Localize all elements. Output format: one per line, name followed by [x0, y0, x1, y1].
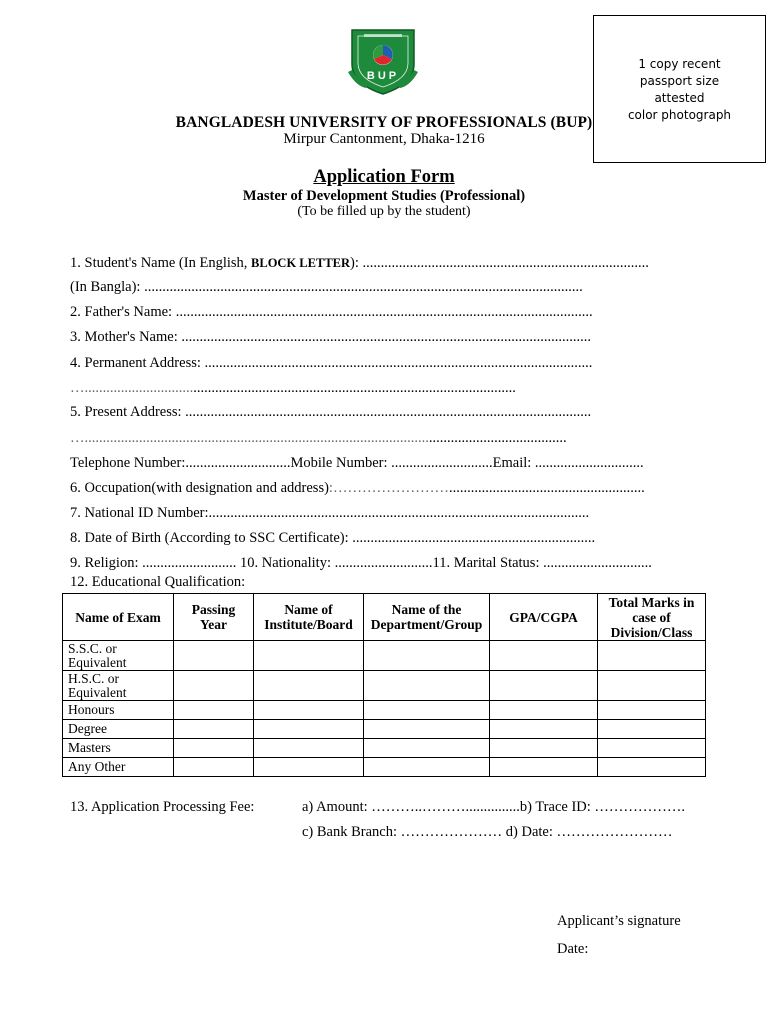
table-cell[interactable] [174, 701, 254, 720]
field-fee-amount-trace[interactable]: a) Amount: ………..………...............b) Trace ID: ………………. [302, 799, 686, 815]
field-dots-light: …............................................................................................... [70, 430, 429, 446]
table-cell[interactable] [254, 720, 364, 739]
table-cell[interactable] [598, 671, 706, 701]
table-row [63, 701, 706, 720]
educational-qualification-label: 12. Educational Qualification: [70, 574, 246, 590]
photo-note-line-3: attested [654, 91, 705, 105]
table-cell[interactable] [364, 671, 490, 701]
fee-label: 13. Application Processing Fee: [70, 799, 255, 815]
table-row [63, 671, 706, 701]
field-occupation[interactable] [70, 480, 645, 497]
field-religion-nationality-marital[interactable]: 9. Religion: .......................... 10. Nationality: ...........................11. Marital Status: .............................. [70, 555, 652, 571]
fill-note: (To be filled up by the student) [297, 204, 471, 219]
block-letter-label: BLOCK LETTER [251, 256, 351, 270]
field-dots: ): ............................................................................... [350, 255, 649, 271]
signature-date-label: Date: [557, 941, 589, 957]
field-student-name-english[interactable] [70, 255, 649, 272]
table-row [63, 720, 706, 739]
column-header: GPA/CGPA [490, 594, 598, 641]
university-address: Mirpur Cantonment, Dhaka-1216 [283, 131, 485, 147]
column-header: Passing Year [174, 594, 254, 641]
field-dots-light: ….............................. [70, 380, 194, 396]
exam-name-cell: Masters [63, 739, 174, 758]
table-cell[interactable] [174, 641, 254, 671]
table-cell[interactable] [490, 701, 598, 720]
photo-note-line-4: color photograph [627, 108, 732, 122]
table-cell[interactable] [254, 641, 364, 671]
field-dots-light: :…………………… [328, 480, 449, 496]
table-cell[interactable] [364, 739, 490, 758]
field-permanent-address-cont[interactable] [70, 380, 516, 397]
field-dots: ...................................... [428, 430, 567, 446]
applicant-signature-label: Applicant’s signature [557, 913, 681, 929]
field-student-name-bangla[interactable]: (In Bangla): ......................................................................................................................... [70, 279, 583, 295]
field-label-occupation: 6. Occupation(with designation and address) [70, 480, 329, 496]
table-row [63, 758, 706, 777]
table-cell[interactable] [174, 739, 254, 758]
table-cell[interactable] [598, 641, 706, 671]
field-dots: ......................................................................................... [193, 380, 516, 396]
exam-name-cell: Any Other [63, 758, 174, 777]
field-mother-name[interactable]: 3. Mother's Name: ................................................................................................................. [70, 329, 591, 345]
table-cell[interactable] [598, 758, 706, 777]
column-header: Name of Exam [63, 594, 174, 641]
column-header: Name of Institute/Board [254, 594, 364, 641]
column-header: Total Marks in case of Division/Class [598, 594, 706, 641]
table-cell[interactable] [364, 720, 490, 739]
form-title: Application Form [313, 167, 455, 187]
field-dots: ...................................................... [448, 480, 645, 496]
field-contact-numbers[interactable]: Telephone Number:.............................Mobile Number: ............................Email: .............................. [70, 455, 644, 471]
education-table [62, 593, 706, 777]
svg-text:BUP: BUP [366, 70, 400, 82]
table-row [63, 641, 706, 671]
table-cell[interactable] [174, 720, 254, 739]
field-date-of-birth[interactable]: 8. Date of Birth (According to SSC Certificate): ................................................................... [70, 530, 596, 546]
photo-note-line-1: 1 copy recent [638, 57, 721, 71]
table-cell[interactable] [254, 671, 364, 701]
bup-logo-icon [346, 26, 420, 96]
university-name: BANGLADESH UNIVERSITY OF PROFESSIONALS (BUP) [175, 114, 593, 131]
table-cell[interactable] [254, 739, 364, 758]
field-national-id[interactable]: 7. National ID Number:......................................................................................................... [70, 505, 590, 521]
table-cell[interactable] [490, 720, 598, 739]
table-cell[interactable] [490, 671, 598, 701]
table-cell[interactable] [598, 720, 706, 739]
photo-note-line-2: passport size [639, 74, 720, 88]
table-cell[interactable] [490, 739, 598, 758]
exam-name-cell: Honours [63, 701, 174, 720]
field-fee-bank-date[interactable]: c) Bank Branch: ………………… d) Date: …………………… [302, 824, 673, 840]
table-cell[interactable] [364, 641, 490, 671]
program-name: Master of Development Studies (Professional) [242, 188, 526, 204]
column-header: Name of the Department/Group [364, 594, 490, 641]
table-row [63, 739, 706, 758]
field-permanent-address[interactable]: 4. Permanent Address: ........................................................................................................... [70, 355, 593, 371]
exam-name-cell: H.S.C. or Equivalent [63, 671, 174, 701]
table-cell[interactable] [490, 758, 598, 777]
exam-name-cell: Degree [63, 720, 174, 739]
table-cell[interactable] [174, 671, 254, 701]
field-present-address-cont[interactable] [70, 430, 567, 447]
field-present-address[interactable]: 5. Present Address: ................................................................................................................ [70, 404, 592, 420]
table-cell[interactable] [364, 701, 490, 720]
exam-name-cell: S.S.C. or Equivalent [63, 641, 174, 671]
field-label-name: 1. Student's Name (In English, [70, 255, 252, 271]
table-cell[interactable] [598, 739, 706, 758]
field-father-name[interactable]: 2. Father's Name: ................................................................................................................... [70, 304, 593, 320]
table-cell[interactable] [598, 701, 706, 720]
table-cell[interactable] [174, 758, 254, 777]
table-cell[interactable] [364, 758, 490, 777]
table-cell[interactable] [254, 758, 364, 777]
table-header-row [63, 594, 706, 641]
table-cell[interactable] [490, 641, 598, 671]
table-cell[interactable] [254, 701, 364, 720]
